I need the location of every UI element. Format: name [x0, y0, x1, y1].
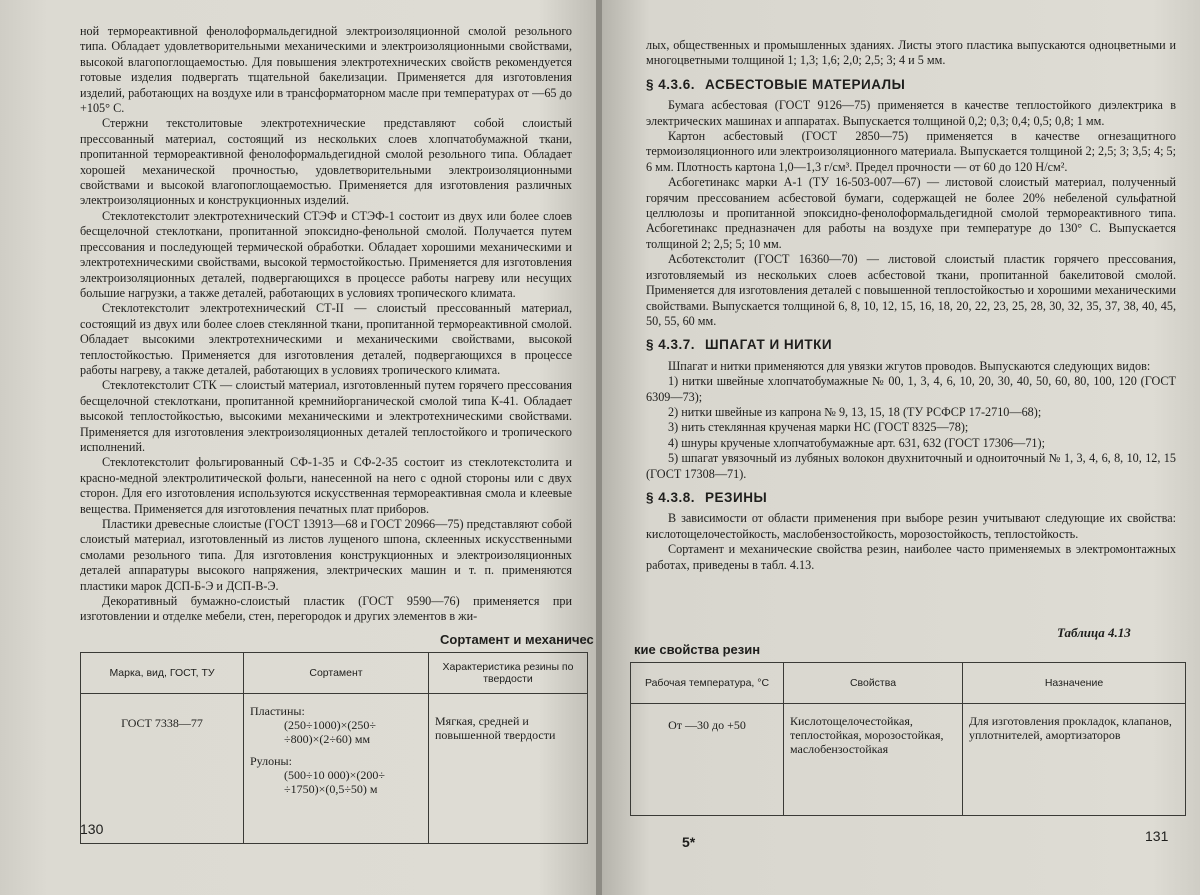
paragraph: Сортамент и механические свойства резин, наиболее часто применяемых в электромонтажных работах, приведены в табл. 4.13. [646, 542, 1176, 572]
right-table-title: кие свойства резин [634, 642, 761, 657]
section-title: АСБЕСТОВЫЕ МАТЕРИАЛЫ [705, 76, 906, 92]
left-table-header-mark: Марка, вид, ГОСТ, ТУ [81, 653, 244, 694]
paragraph: В зависимости от области применения при выборе резин учитывают следующие их свойства: кислотощелочестойкость, маслобензостойкость, морозостойкость, теплостойкость. [646, 511, 1176, 541]
paragraph: Картон асбестовый (ГОСТ 2850—75) применяется в качестве огнезащитного термоизоляционного или электроизоляционного материала. Выпускается толщиной 2; 2,5; 3; 3,5; 4; 5; 6 мм. Плотность картона 1,0—1,3 г/см³. Предел прочности — от 60 до 120 Н/см². [646, 129, 1176, 174]
right-table-header-purpose: Назначение [963, 663, 1186, 704]
right-page-text [646, 38, 1176, 573]
left-table-header-sortament: Сортамент [244, 653, 429, 694]
right-table [630, 662, 1186, 816]
sortament-line: ÷800)×(2÷60) мм [284, 732, 371, 746]
paragraph: Стержни текстолитовые электротехнические представляют собой слоистый прессованный материал, состоящий из нескольких слоев хлопчатобумажной ткани, пропитанной термореактивной фенолоформальдегидной смолой резольного типа. Обладает хорошей механической прочностью, удовлетворительными электроизоляционными свойствами и высокой влагопоглощаемостью. Применяется для изготовления различных электроизоляционных и конструкционных изделий. [80, 116, 572, 208]
paragraph: Стеклотекстолит фольгированный СФ-1-35 и СФ-2-35 состоит из стеклотекстолита и красно-медной электролитической фольги, нанесенной на него с одной стороны или с двух сторон. Для его изготовления используются искусственная термореактивная смола и клеевые вещества. Применяется для изготовления печатных плат приборов. [80, 455, 572, 516]
right-intro-paragraph: лых, общественных и промышленных зданиях. Листы этого пластика выпускаются одноцветными и многоцветными толщиной 1; 1,3; 1,6; 2,0; 2,5; 3; 4 и 5 мм. [646, 38, 1176, 68]
right-table-cell-properties: Кислотощелочестойкая, теплостойкая, морозостойкая, маслобензостойкая [784, 704, 963, 816]
list-item: 3) нить стеклянная крученая марки НС (ГОСТ 8325—78); [668, 420, 969, 435]
sortament-line: (500÷10 000)×(200÷ [284, 768, 385, 782]
left-table-header-hardness: Характеристика резины по твердости [429, 653, 588, 694]
section-title: РЕЗИНЫ [705, 489, 768, 505]
right-page [602, 0, 1200, 895]
right-table-header-properties: Свойства [784, 663, 963, 704]
right-table-cell-temperature: От —30 до +50 [631, 704, 784, 816]
sortament-line: Пластины: [250, 704, 305, 718]
left-table-cell-sortament [244, 694, 429, 844]
sortament-line: ÷1750)×(0,5÷50) м [284, 782, 378, 796]
paragraph: ной термореактивной фенолоформальдегидной электроизоляционной смолой резольного типа. Обладает удовлетворительными механическими и электроизоляционными свойствами, высокой влагопоглощаемостью. Для повышения электротехнических свойств рекомендуется готовые изделия подвергать тщательной бакелизации. Применяется для изготовления изделий, работающих на воздухе или в трансформаторном масле при температурах от —65 до +105° С. [80, 24, 572, 116]
right-table-cell-purpose: Для изготовления прокладок, клапанов, уплотнителей, амортизаторов [963, 704, 1186, 816]
section-heading-asbestos [646, 77, 1176, 92]
list-item: 2) нитки швейные из капрона № 9, 13, 15, 18 (ТУ РСФСР 17-2710—68); [668, 404, 1042, 419]
section-title: ШПАГАТ И НИТКИ [705, 337, 833, 353]
list-item: 5) шпагат увязочный из лубяных волокон двухниточный и одноиточный № 1, 3, 4, 6, 8, 10, 12, 15 (ГОСТ 17308—71). [646, 451, 1176, 481]
section-number: § 4.3.7. [646, 337, 696, 353]
left-page-number: 130 [80, 821, 104, 837]
section-number: § 4.3.6. [646, 76, 696, 92]
paragraph: Бумага асбестовая (ГОСТ 9126—75) применяется в качестве теплостойкого диэлектрика в электрических машинах и аппаратах. Выпускается толщиной 0,2; 0,3; 0,4; 0,5; 0,8; 1 мм. [646, 98, 1176, 128]
left-table [80, 652, 588, 844]
paragraph: Асбогетинакс марки А-1 (ТУ 16-503-007—67) — листовой слоистый материал, полученный горячим прессованием асбестовой бумаги, содержащей не более 20% небеленой сульфатной целлюлозы и пропитанной эпоксидно-фенолоформальдегидной смолой термореактивного типа. Асбогетинакс предназначен для работы на воздухе при температуре до 130° С. Выпускается толщиной 2; 2,5; 5; 10 мм. [646, 175, 1176, 251]
paragraph: Стеклотекстолит СТК — слоистый материал, изготовленный путем горячего прессования бесщелочной стеклоткани, пропитанной кремнийорганической смолой типа К-41. Обладает высокой теплостойкостью, высокими механическими и электротехническими свойствами. Применяется для изготовления электроизоляционных деталей теплостойкого и тропического исполнений. [80, 378, 572, 454]
left-table-title: Сортамент и механичес [440, 632, 594, 647]
right-table-header-temperature: Рабочая температура, °С [631, 663, 784, 704]
table-number: Таблица 4.13 [1057, 625, 1131, 640]
section-number: § 4.3.8. [646, 489, 696, 505]
paragraph: Стеклотекстолит электротехнический СТ-II — слоистый прессованный материал, состоящий из двух или более слоев стеклянной ткани, пропитанной термореактивной смолой. Обладает высокими электротехническими и механическими свойствами, высокой теплостойкостью. Применяется для изготовления деталей, подвергающихся в процессе работы нагреву, а также деталей, работающих в условиях тропического климата. [80, 301, 572, 377]
paragraph: Пластики древесные слоистые (ГОСТ 13913—68 и ГОСТ 20966—75) представляют собой слоистый материал, изготовленный из листов лущеного шпона, склеенных искусственными смолами резольного типа. Для изготовления конструкционных и электроизоляционных деталей аппаратуры высокого напряжения, электрических машин и т. п. применяются пластики марок ДСП-Б-Э и ДСП-В-Э. [80, 517, 572, 593]
left-page [0, 0, 598, 895]
section-heading-rubber [646, 490, 1176, 505]
paragraph: Асботекстолит (ГОСТ 16360—70) — листовой слоистый пластик горячего прессования, изготовляемый из нескольких слоев асбестовой ткани, пропитанной бакелитовой смолой. Применяется для изготовления деталей с повышенной теплостойкостью и хорошими механическими свойствами. Выпускается толщиной 6, 8, 10, 12, 15, 16, 18, 20, 22, 23, 25, 28, 30, 32, 35, 37, 38, 40, 45, 50, 55, 60 мм. [646, 252, 1176, 328]
sortament-line: Рулоны: [250, 754, 292, 768]
list-item: 1) нитки швейные хлопчатобумажные № 00, 1, 3, 4, 6, 10, 20, 30, 40, 50, 60, 80, 100, 120 (ГОСТ 6309—73); [646, 374, 1176, 404]
paragraph: Стеклотекстолит электротехнический СТЭФ и СТЭФ-1 состоит из двух или более слоев бесщелочной стеклоткани, пропитанной эпоксидно-фенольной смолой. Получается путем прессования и последующей термической обработки. Обладает хорошими механическими и электротехническими свойствами, высокой термостойкостью. Применяется для изготовления электроизоляционных деталей, подвергающихся в процессе работы нагреву или несущих большие нагрузки, а также деталей, работающих в условиях тропического климата. [80, 208, 572, 300]
sortament-line: (250÷1000)×(250÷ [284, 718, 376, 732]
left-page-text [80, 24, 572, 625]
paragraph: Шпагат и нитки применяются для увязки жгутов проводов. Выпускаются следующих видов: [668, 358, 1151, 373]
list-item: 4) шнуры крученые хлопчатобумажные арт. 631, 632 (ГОСТ 17306—71); [668, 435, 1045, 450]
section-heading-twine [646, 337, 1176, 352]
twine-list [646, 374, 1176, 482]
paragraph: Декоративный бумажно-слоистый пластик (ГОСТ 9590—76) применяется при изготовлении и отделке мебели, стен, перегородок и других элементов в жи- [80, 594, 572, 624]
left-table-cell-mark: ГОСТ 7338—77 [81, 694, 244, 844]
signature-mark: 5* [682, 834, 696, 850]
left-table-cell-hardness: Мягкая, средней и повышенной твердости [429, 694, 588, 844]
right-page-number: 131 [1145, 828, 1169, 844]
